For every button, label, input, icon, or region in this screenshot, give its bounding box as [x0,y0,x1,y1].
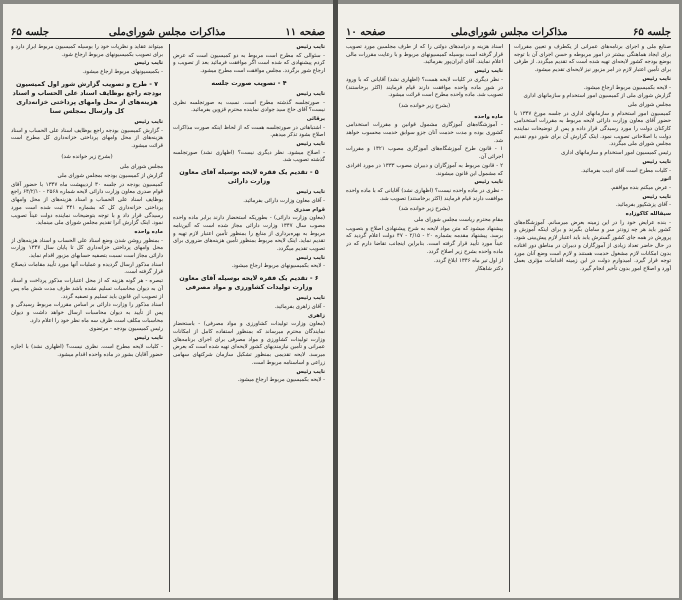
paragraph: (معاون وزارت تولیدات کشاورزی و مواد مصرفی) - باستحضار نمایندگان محترم میرساند که بمنظور استفاده کامل از امکانات وزارت تولیدات کشاورزی و مواد مصرفی برای اجرای برنامه‌های عمرانی و تأمین نیازمندیهای کشور لایحه‌ای تهیه شده است که بعرض میرسد. لایحه تقدیمی بمنظور تشکیل سازمان شرکتهای سهامی زراعی و اساسنامه مربوط است. [173,321,325,366]
paragraph: - بمنظور روشن شدن وضع اسناد علی الحساب و اسناد هزینه‌های از محل وامهای پرداختی خزانه‌داری کل تا پایان سال ۱۳۴۷ وزارت دارائی مجاز است نسبت بتصفیه حسابهای مزبور اقدام نماید. [11,237,163,260]
paragraph: - کلیات مطرح است آقای ادیب بفرمائید. [581,167,671,174]
right-page-right-column [514,44,671,592]
paragraph: - آقای معاون وزارت دارائی بفرمائید. [243,197,325,204]
paragraph: کمیسیون امور استخدام و سازمانهای اداری در جلسه مورخ ۱۳۴۷ با حضور آقای معاون وزارت دارائی لایحه مربوط به مقررات استخدامی کارکنان دولت را مورد رسیدگی قرار داده و پس از توضیحات نماینده دولت با اصلاحاتی تصویب نمود. اینک گزارش آن برای شور دوم تقدیم مجلس شورای ملی میگردد. [514,110,671,148]
paragraph: - صورتجلسه گذشته مطرح است. نسبت به صورتجلسه نظری نیست؟ آقای حاج سید جوادی نماینده محترم قزوین بفرمائید. [173,99,325,114]
paragraph: گزارش از کمیسیون بودجه بمجلس شورای ملی [57,173,163,180]
left-page-number: صفحه ۱۱ [285,27,325,38]
left-page-header [11,22,325,39]
paragraph: ۲ - قانون مربوط به آموزگاران و دبیران مصوب ۱۳۳۳ در مورد افرادی که مشمول این قانون میشوند. [346,162,503,177]
speaker-name: نایب رئیس [642,75,671,82]
right-page-number: صفحه ۱۰ [346,27,386,38]
right-page-header [346,22,671,39]
paragraph: مقام محترم ریاست مجلس شورای ملی [414,217,503,224]
paragraph: دکتر شاهکار [475,266,503,273]
speaker-name: نایب رئیس [296,254,325,261]
paragraph: از اول تیر ماه ۱۳۴۶ ابلاغ گردد. [434,257,503,264]
paragraph: صنایع ملی و اجرای برنامه‌های عمرانی از یکطرف و تعیین مقررات برای ایجاد هماهنگی بیشتر در امور مربوطه و حسن اجرای آن با توجه بوضع بودجه کشور لایحه‌ای تهیه شده است که تقدیم میگردد. از طرفی برای تأمین اعتبار لازم در امر مزبور نیز لایحه‌ای تقدیم میشود. [514,44,671,74]
speaker-name: نایب رئیس [296,368,325,375]
left-page-column-divider [169,44,170,592]
paragraph: اسناد مذکور را وزارت دارائی بر اساس مقررات مربوط رسیدگی و پس از تأیید به دیوان محاسبات ارسال خواهد داشت و دیوان محاسبات مکلف است ظرف سه ماه نظر خود را اعلام دارد. [11,302,163,324]
paragraph: - بنده عرایض خود را در این زمینه بعرض میرسانم. آموزشگاه‌های کشور باید هر چه زودتر سر و سامان بگیرند و برای اینکه آموزش و پرورش در همه جای کشور گسترش یابد باید اعتبار لازم پیش‌بینی شود. در حال حاضر تعداد زیادی از آموزگاران و دبیران در مناطق دور افتاده بدون امکانات لازم مشغول خدمت هستند و لازم است وضع آنان مورد توجه قرار گیرد. امیدوارم دولت در این زمینه اقدامات مؤثری بعمل آورد و اصلاح امور بدون تأخیر انجام گیرد. [514,219,671,272]
right-page [338,4,679,598]
speaker-name: نایب رئیس [474,68,503,75]
agenda-heading: ۷ - طرح و تصویب گزارش شور اول کمیسیون بودجه راجع بوظایف اسناد علی الحساب و اسناد هزینه‌های از محل وامهای پرداختی خزانه‌داری کل وارسال بمجلس سنا [12,79,162,115]
right-page-title: مذاکرات مجلس شورای‌ملی [450,27,568,38]
paragraph: - نظری در ماده واحده نیست؟ (اظهاری نشد) آقایانی که با ماده واحده موافقت دارند قیام فرمایند (اکثر برخاستند) تصویب شد. [346,187,503,202]
speaker-name: نایب رئیس [474,179,503,186]
paragraph: اسناد هزینه و درآمدهای دولتی را که از طرف مجلسین مورد تصویب قرار گرفته است بوسیله کمیسیونهای مربوط و با رعایت مقررات مالی اعلام نمایند. آقای ایران‌پور بفرمائید. [346,44,503,66]
speaker-name: نایب رئیس [296,189,325,196]
stage-direction: (بشرح زیر خوانده شد) [61,153,113,160]
speaker-name: نایب رئیس [296,90,325,97]
paragraph: مجلس شورای ملی [627,101,671,108]
speaker-name: نایب رئیس [642,193,671,200]
paragraph: گزارش شورای ملی از کمیسیون امور استخدام و سازمانهای اداری [523,93,671,100]
paragraph: - آموزشگاه‌های آموزگاری مشمول قوانین و مقررات استخدامی کشوری بوده و مدت خدمت آنان جزو سوابق خدمت محسوب خواهد شد. [346,122,503,144]
right-page-left-column [346,44,503,592]
paragraph: - سئوالی که مطرح است مربوط به دو کمیسیون است که عرض کردم پیشنهادی که شده است اگر موافقت فرمائید بعد از تصویب و ارجاع شور برگردد. مجلس موافقت است مطرح میشود. [173,52,325,75]
left-page-session: جلسه ۶۵ [11,27,50,38]
speaker-name: نایب رئیس [134,118,163,125]
right-page-column-divider [509,44,510,592]
paragraph: - لایحه بکمیسیون مربوط ارجاع میشود. [583,84,671,91]
speaker-name: نایب رئیس [296,295,325,302]
paragraph: - اصلاح میشود. نظر دیگری نیست؟ (اظهاری نشد) صورتجلسه گذشته تصویب شد. [173,149,325,164]
left-page-title: مذاکرات مجلس شورای‌ملی [108,27,226,38]
paragraph: - لایحه بکمیسیون مربوط ارجاع میشود. [237,377,325,384]
agenda-heading: ۴ - تصویب صورت جلسه [211,78,287,87]
agenda-heading: ۶ - تقدیم یک فقره لایحه بوسیله آقای معاون وزارت تولیدات کشاورزی و مواد مصرفی [179,274,319,292]
left-page-right-column [173,44,325,592]
speaker-name: نایب رئیس [296,44,325,50]
paragraph: - عرض میکنم بنده موافقم. [610,184,671,191]
stage-direction: (بشرح زیر خوانده شد) [398,102,451,109]
speaker-name: ماده واحده [134,228,163,235]
paragraph: - نظر دیگری در کلیات لایحه هست؟ (اظهاری نشد) آقایانی که با ورود در شور ماده واحده موافقت دارند قیام فرمایند (اکثر برخاستند) تصویب شد. ماده واحده مطرح است قرائت میشود. [346,76,503,99]
speaker-name: قوام صدری [294,206,325,213]
speaker-name: زاهری [308,312,325,319]
paragraph: - بکمیسیونهای مربوط ارجاع میشود. [82,69,163,76]
speaker-name: سیفالله کاکوزاده [625,211,671,218]
paragraph: (معاون وزارت دارائی) - بطوریکه استحضار دارند برابر ماده واحده مصوب سال ۱۳۴۷ وزارت دارائی مجاز شده است که آئین‌نامه مربوط به بهره‌برداری از منابع را بمنظور تأمین اعتبار لازم تهیه و تقدیم نماید. اینک لایحه مربوط بمنظور تأمین هزینه‌های ضروری برای تصویب تقدیم میگردد. [173,215,325,253]
paragraph: رئیس کمیسیون امور استخدام و سازمانهای اداری [561,150,671,157]
paragraph: - آقای زاهری بفرمائید. [274,303,325,310]
speaker-name: نایب رئیس [296,141,325,148]
agenda-heading: ۵ - تقدیم یک فقره لایحه بوسیله آقای معاون وزارت دارائی [179,168,319,186]
right-page-session: جلسه ۶۵ [632,27,671,38]
paragraph: - لایحه بکمیسیونهای مربوط ارجاع میشود. [231,263,325,270]
paragraph: مجلس شورای ملی [119,164,163,171]
left-page [3,4,334,598]
paragraph: میتواند عقاید و نظریات خود را بوسیله کمیسیون مربوط ابراز دارد و برای تصویب بکمیسیونهای مربوط ارجاع شود. [11,44,163,58]
paragraph: پیشنهاد میشود که متن مواد لایحه به شرح پیشنهادی اصلاح و بتصویب برسد. پیشنهاد مقدمه بشماره ۲۰ - ۲/۱۵ - ۴۷ دولت اعلام گردید که عیناً مورد تأیید قرار گرفته است. بنابراین اینجانب تقاضا دارم که در ماده واحده بشرح زیر اصلاح گردد. [346,225,503,255]
stage-direction: (بشرح زیر خوانده شد) [398,206,451,213]
paragraph: - گزارش کمیسیون بودجه راجع بوظایف اسناد علی الحساب و اسناد هزینه‌های از محل وامهای پرداختی خزانه‌داری کل مطرح است قرائت میشود. [11,127,163,149]
left-page-left-column [11,44,163,592]
speaker-name: ماده واحده [474,113,503,120]
paragraph: - آقای پزشکپور بفرمائید. [615,202,671,209]
speaker-name: نایب رئیس [134,60,163,67]
paragraph: اسناد مذکور ارسال گردیده و عملیات آنها مورد تأیید مقامات ذیصلاح قرار گرفته است. [11,261,163,276]
paragraph: - کلیات لایحه مطرح است. نظری نیست؟ (اظهاری نشد) با اجازه حضور آقایان بشور در ماده واحده اقدام میشود. [11,343,163,358]
paragraph: - اشتباهاتی در صورتجلسه هست که از لحاظ اینکه صورت مذاکرات اصلاح بشود تذکر میدهم. [173,124,325,139]
paragraph: کمیسیون بودجه در جلسه ۳۰ اردیبهشت ماه ۱۳۴۷ با حضور آقای قوام صدری معاون وزارت دارائی لایحه شماره ۲۵۶۸ - ۶۴/۲/۱۰ راجع بوظایف اسناد علی الحساب و اسناد هزینه‌های از محل وامهای پرداختی خزانه‌داری کل که بشماره ۳۴۱ ثبت شده است مورد رسیدگی قرار داد و با توجه بتوضیحات نماینده دولت عیناً تصویب نمود. اینک گزارش آنرا تقدیم مجلس شورای ملی مینماید. [11,181,163,227]
paragraph: رئیس کمیسیون بودجه - مرتضوی [89,326,163,333]
speaker-name: نایب رئیس [642,158,671,165]
speaker-name: نایب رئیس [134,335,163,342]
speaker-name: برقائی [306,115,325,122]
paragraph: ۱ - قانون طرح آموزشگاه‌های آموزگاری مصوب ۱۳۲۱ و مقررات اجرائی آن. [346,146,503,161]
speaker-name: انور [660,176,671,183]
paragraph: تبصره - هر گونه هزینه که از محل اعتبارات مذکور پرداخت و اسناد آن به دیوان محاسبات تسلیم نشده باشد ظرف مدت شش ماه پس از تصویب این قانون باید تسلیم و تصفیه گردد. [11,278,163,300]
